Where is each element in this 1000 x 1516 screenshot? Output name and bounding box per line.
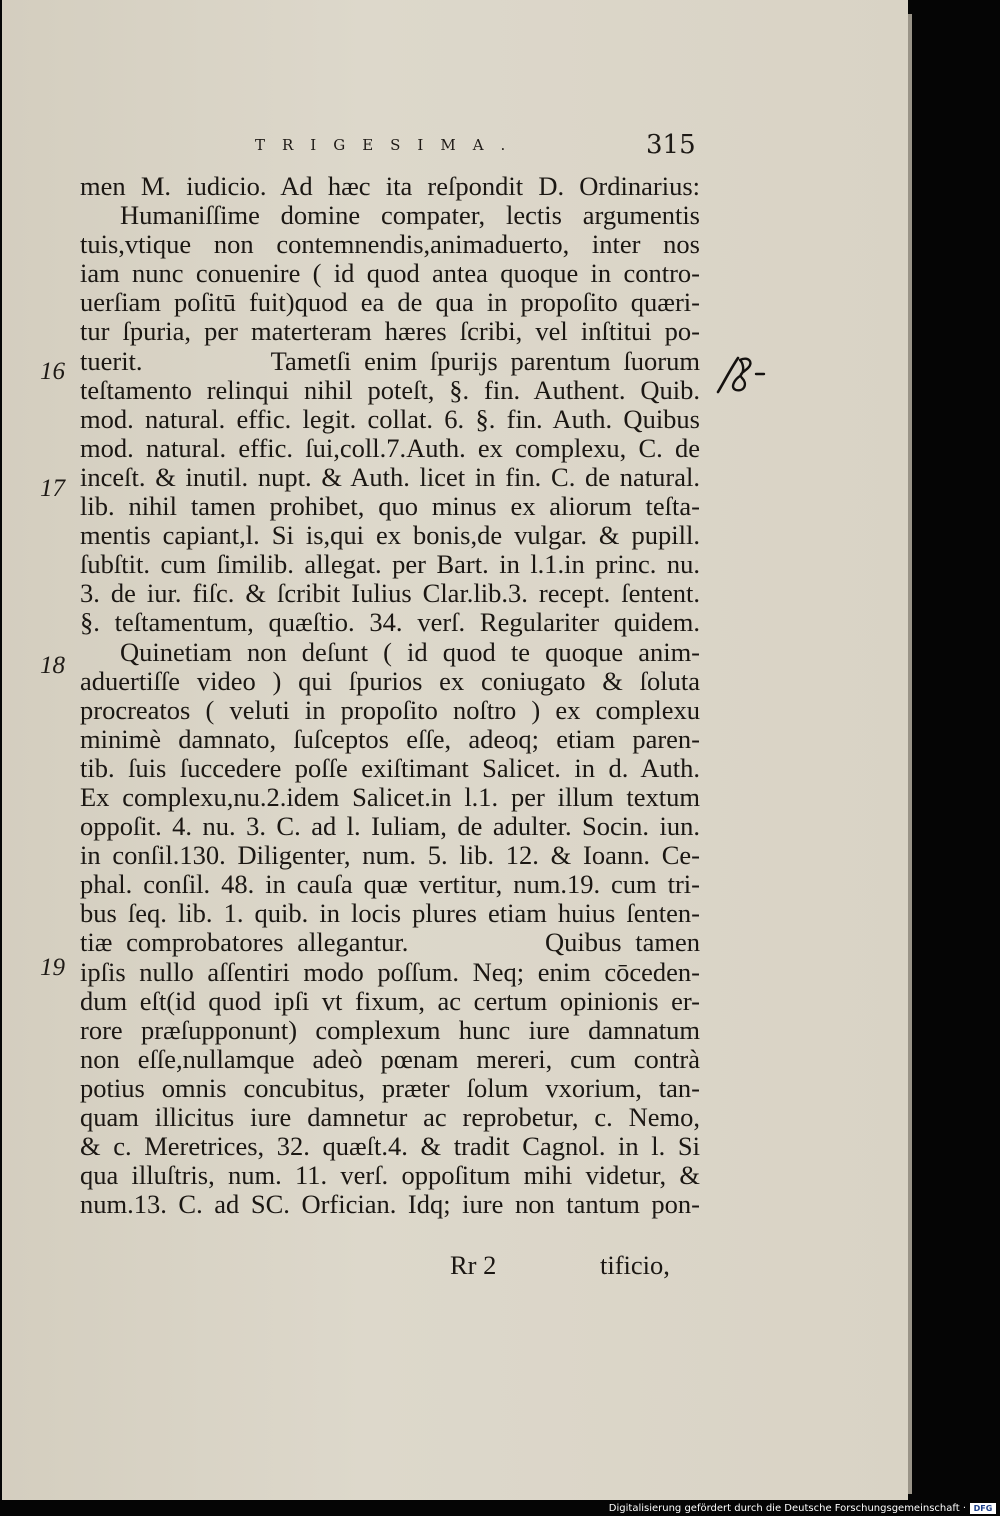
handwritten-annotation <box>714 352 770 396</box>
book-page <box>2 0 908 1500</box>
text-line: aduertiſſe video ) qui ſpurios ex coniugato & ſoluta <box>80 666 700 696</box>
text-line: procreatos ( veluti in propoſito noſtro ) ex complexu <box>80 695 700 725</box>
text-line: mentis capiant,l. Si is,qui ex bonis,de vulgar. & pupill. <box>80 521 700 551</box>
text-line: 3. de iur. fiſc. & ſcribit Iulius Clar.lib.3. recept. ſentent. <box>80 579 700 609</box>
text-line: tuerit. Tametſi enim ſpurijs parentum ſuorum <box>80 346 700 376</box>
text-line: teſtamento relinqui nihil poteſt, §. fin. Authent. Quib. <box>80 375 700 405</box>
catchword: tificio, <box>600 1250 670 1280</box>
text-line: mod. natural. effic. legit. collat. 6. §. fin. Auth. Quibus <box>80 404 700 434</box>
body-text <box>80 172 700 1219</box>
footer-text: Digitalisierung gefördert durch die Deutsche Forschungsgemeinschaft · <box>608 1502 966 1514</box>
page-edge <box>908 14 912 1494</box>
text-line: quam illicitus iure damnetur ac reprobetur, c. Nemo, <box>80 1103 700 1132</box>
text-line: ipſis nullo aſſentiri modo poſſum. Neq; enim cōceden- <box>80 957 700 987</box>
text-line: Quinetiam non deſunt ( id quod te quoque anim- <box>120 637 700 667</box>
text-line: in conſil.130. Diligenter, num. 5. lib. 12. & Ioann. Ce- <box>80 841 700 871</box>
text-line: tur ſpuria, per materteram hæres ſcribi, vel inſtitui po- <box>80 317 700 347</box>
text-line: phal. conſil. 48. in cauſa quæ vertitur, num.19. cum tri- <box>80 870 700 900</box>
text-line: rore præſupponunt) complexum hunc iure damnatum <box>80 1015 700 1045</box>
text-line: tib. ſuis ſuccedere poſſe exiſtimant Salicet. in d. Auth. <box>80 753 700 783</box>
text-line: lib. nihil tamen prohibet, quo minus ex aliorum teſta- <box>80 492 700 522</box>
margin-number: 17 <box>40 475 65 502</box>
text-line: mod. natural. effic. ſui,coll.7.Auth. ex complexu, C. de <box>80 433 700 463</box>
text-line: num.13. C. ad SC. Orfician. Idq; iure non tantum pon- <box>80 1190 700 1220</box>
text-line: potius omnis concubitus, præter ſolum vxorium, tan- <box>80 1073 700 1103</box>
text-line: Ex complexu,nu.2.idem Salicet.in l.1. per illum textum <box>80 782 700 812</box>
text-line: & c. Meretrices, 32. quæſt.4. & tradit Cagnol. in l. Si <box>80 1132 700 1162</box>
text-line: ſubſtit. cum ſimilib. allegat. per Bart. in l.1.in princ. nu. <box>80 550 700 580</box>
text-line: bus ſeq. lib. 1. quib. in locis plures etiam huius ſenten- <box>80 899 700 929</box>
running-head: TRIGESIMA. <box>255 136 523 154</box>
text-line: §. teſtamentum, quæſtio. 34. verſ. Regulariter quidem. <box>80 608 700 638</box>
funding-footer <box>609 1500 996 1516</box>
text-line: tiæ comprobatores allegantur. Quibus tamen <box>80 928 700 958</box>
text-line: oppoſit. 4. nu. 3. C. ad l. Iuliam, de adulter. Socin. iun. <box>80 812 700 842</box>
text-line: qua illuſtris, num. 11. verſ. oppoſitum mihi videtur, & <box>80 1161 700 1191</box>
dfg-logo-icon: DFG <box>970 1503 996 1514</box>
text-line: minimè damnato, ſuſceptos eſſe, adeoq; etiam paren- <box>80 724 700 754</box>
margin-number: 19 <box>40 954 65 981</box>
text-line: dum eſt(id quod ipſi vt fixum, ac certum opinionis er- <box>80 986 700 1016</box>
signature-mark: Rr 2 <box>450 1250 497 1280</box>
page-number: 315 <box>646 130 696 160</box>
text-line: men M. iudicio. Ad hæc ita reſpondit D. Ordinarius: <box>80 172 700 201</box>
text-line: non eſſe,nullamque adeò pœnam mereri, cum contrà <box>80 1044 700 1074</box>
text-line: tuis,vtique non contemnendis,animaduerto, inter nos <box>80 230 700 260</box>
text-line: Humaniſſime domine compater, lectis argumentis <box>120 201 700 231</box>
text-line: iam nunc conuenire ( id quod antea quoque in contro- <box>80 259 700 289</box>
margin-number: 18 <box>40 652 65 679</box>
text-line: uerſiam poſitū fuit)quod ea de qua in propoſito quæri- <box>80 288 700 318</box>
margin-number: 16 <box>40 358 65 385</box>
text-line: inceſt. & inutil. nupt. & Auth. licet in fin. C. de natural. <box>80 462 700 492</box>
